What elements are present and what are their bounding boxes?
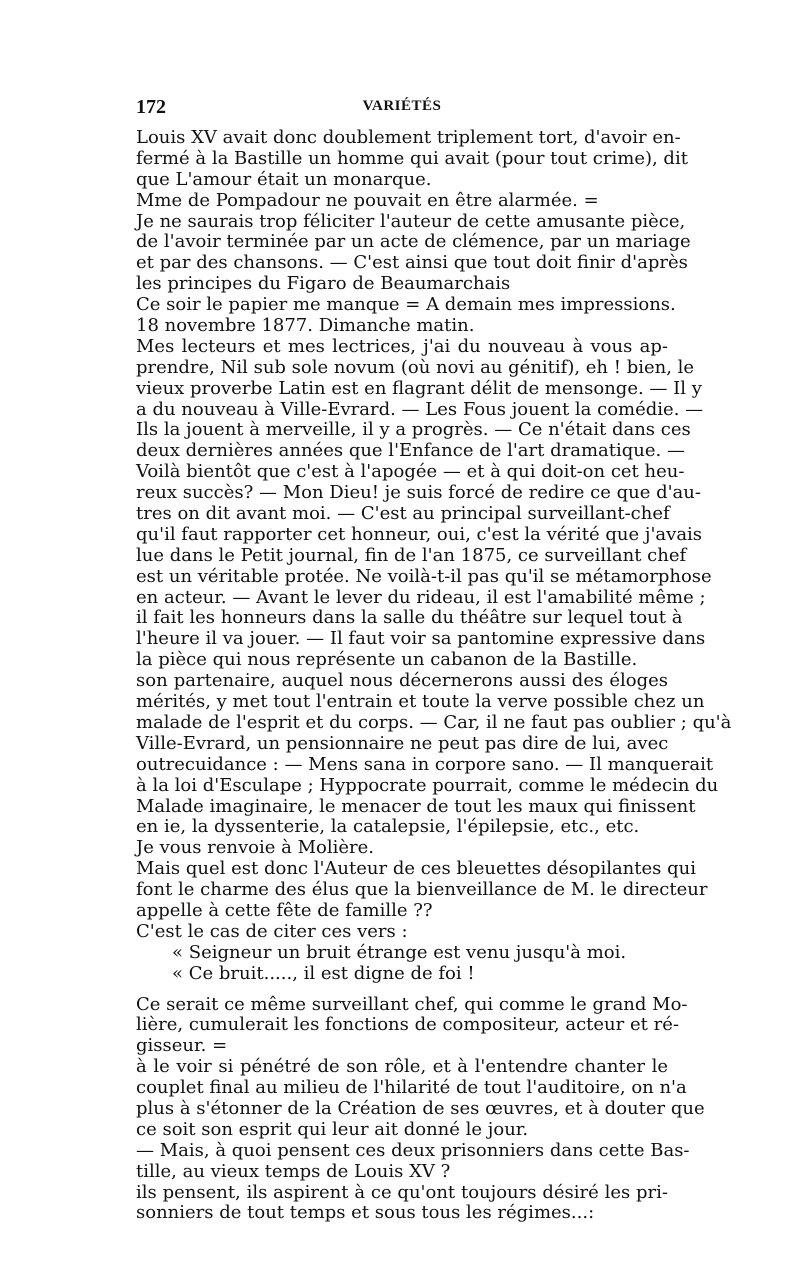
text-line: C'est le cas de citer ces vers : [136, 920, 408, 942]
text-line: que L'amour était un monarque. [136, 168, 432, 190]
text-line: fermé à la Bastille un homme qui avait (pour tout crime), dit [136, 147, 688, 169]
text-line: à le voir si pénétré de son rôle, et à l'entendre chanter le [136, 1056, 668, 1078]
verse-line: « Seigneur un bruit étrange est venu jusqu'à moi. [172, 941, 627, 963]
text-line: lue dans le Petit journal, fin de l'an 1875, ce surveillant chef [136, 544, 687, 566]
text-line: ce soit son esprit qui leur ait donné le jour. [136, 1118, 529, 1140]
text-line: lière, cumulerait les fonctions de compositeur, acteur et ré- [136, 1014, 679, 1036]
verse-line: « Ce bruit....., il est digne de foi ! [172, 962, 475, 984]
text-line: Malade imaginaire, le menacer de tout les maux qui finissent [136, 795, 696, 817]
text-line: prendre, Nil sub sole novum (où novi au génitif), eh ! bien, le [136, 356, 695, 378]
text-line: Je ne saurais trop féliciter l'auteur de cette amusante pièce, [136, 210, 686, 232]
text-line: de l'avoir terminée par un acte de clémence, par un mariage [136, 231, 691, 253]
text-line: tille, au vieux temps de Louis XV ? [136, 1160, 451, 1182]
running-title: VARIÉTÉS [362, 98, 442, 114]
text-line: reux succès? — Mon Dieu! je suis forcé de redire ce que d'au- [136, 482, 701, 504]
text-line: est un véritable protée. Ne voilà-t-il pas qu'il se métamorphose [136, 565, 712, 587]
text-line: l'heure il va jouer. — Il faut voir sa pantomine expressive dans [136, 628, 706, 650]
page-body [136, 127, 732, 1224]
text-line: et par des chansons. — C'est ainsi que tout doit finir d'après [136, 252, 688, 274]
text-line: Louis XV avait donc doublement triplement tort, d'avoir en- [136, 127, 681, 148]
text-line: a du nouveau à Ville-Evrard. — Les Fous jouent la comédie. — [136, 398, 704, 420]
text-line: les principes du Figaro de Beaumarchais [136, 273, 511, 295]
text-line: — Mais, à quoi pensent ces deux prisonniers dans cette Bas- [136, 1139, 690, 1161]
text-line: Ce serait ce même surveillant chef, qui comme le grand Mo- [136, 993, 688, 1015]
text-line: en acteur. — Avant le lever du rideau, il est l'amabilité même ; [136, 586, 706, 608]
text-line: font le charme des élus que la bienveillance de M. le directeur [136, 879, 708, 901]
text-line: Je vous renvoie à Molière. [136, 837, 374, 859]
text-line: à la loi d'Esculape ; Hyppocrate pourrait, comme le médecin du [136, 774, 719, 796]
text-line: en ie, la dyssenterie, la catalepsie, l'épilepsie, etc., etc. [136, 816, 640, 838]
text-line: qu'il faut rapporter cet honneur, oui, c'est la vérité que j'avais [136, 523, 703, 545]
text-line: 18 novembre 1877. Dimanche matin. [136, 315, 475, 337]
text-line: tres on dit avant moi. — C'est au principal surveillant-chef [136, 503, 670, 525]
text-line: Ville-Evrard, un pensionnaire ne peut pas dire de lui, avec [136, 732, 669, 754]
text-line: plus à s'étonner de la Création de ses œuvres, et à douter que [136, 1097, 705, 1119]
text-line: Ce soir le papier me manque = A demain mes impressions. [136, 294, 676, 316]
text-line: appelle à cette fête de famille ?? [136, 899, 433, 921]
text-line: mérités, y met tout l'entrain et toute la verve possible chez un [136, 691, 705, 713]
text-line: ils pensent, ils aspirent à ce qu'ont toujours désiré les pri- [136, 1181, 668, 1203]
text-line: sonniers de tout temps et sous tous les régimes...: [136, 1202, 595, 1224]
page-header [136, 96, 668, 120]
text-line: Ils la jouent à merveille, il y a progrès. — Ce n'était dans ces [136, 419, 691, 441]
text-line: deux dernières années que l'Enfance de l'art dramatique. — [136, 440, 685, 462]
text-line: la pièce qui nous représente un cabanon de la Bastille. [136, 649, 638, 671]
text-line: son partenaire, auquel nous décernerons aussi des éloges [136, 670, 668, 692]
text-line: gisseur. = [136, 1035, 228, 1057]
text-line: vieux proverbe Latin est en flagrant délit de mensonge. — Il y [136, 377, 702, 399]
text-line: Voilà bientôt que c'est à l'apogée — et à qui doit-on cet heu- [136, 461, 685, 483]
text-line: Mme de Pompadour ne pouvait en être alarmée. = [136, 189, 599, 211]
text-line: couplet final au milieu de l'hilarité de tout l'auditoire, on n'a [136, 1077, 687, 1099]
text-line: outrecuidance : — Mens sana in corpore sano. — Il manquerait [136, 753, 714, 775]
text-line: malade de l'esprit et du corps. — Car, il ne faut pas oublier ; qu'à [136, 711, 732, 733]
text-line: Mes lecteurs et mes lectrices, j'ai du nouveau à vous ap- [136, 335, 668, 357]
page-number: 172 [136, 96, 166, 118]
text-line: Mais quel est donc l'Auteur de ces bleuettes désopilantes qui [136, 858, 696, 880]
text-line: il fait les honneurs dans la salle du théâtre sur lequel tout à [136, 607, 683, 629]
